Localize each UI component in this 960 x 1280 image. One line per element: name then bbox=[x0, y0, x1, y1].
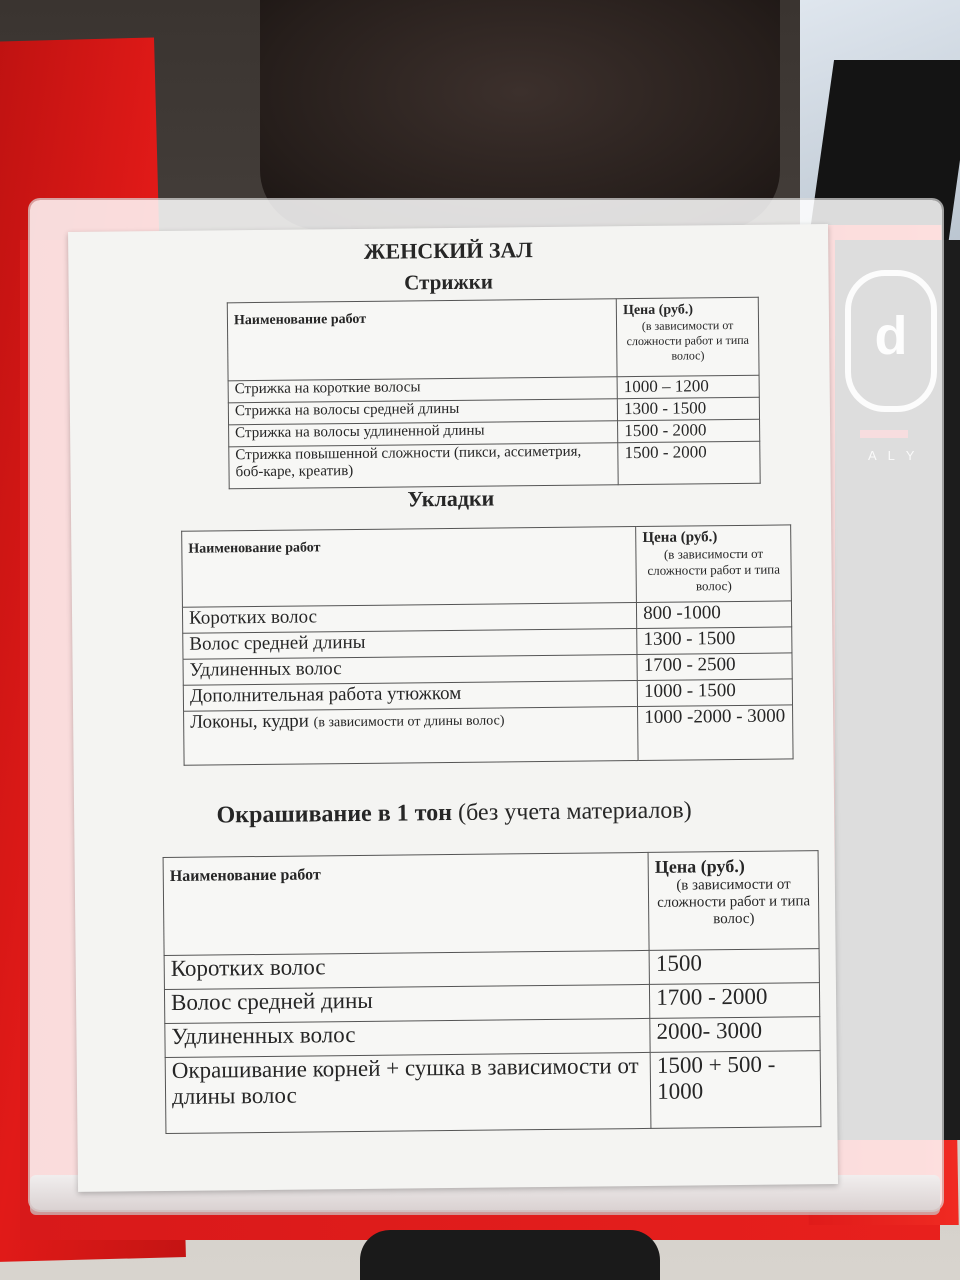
coloring-table bbox=[163, 850, 822, 1134]
row-name: Стрижка на волосы удлиненной длины bbox=[229, 421, 618, 447]
row-price: 1300 - 1500 bbox=[617, 397, 759, 420]
row-name: Стрижка на короткие волосы bbox=[228, 377, 617, 403]
row-name: Стрижка на волосы средней длины bbox=[228, 399, 617, 425]
section-title-note: (без учета материалов) bbox=[457, 797, 692, 826]
row-name: Окрашивание корней + сушка в зависимости от длины волос bbox=[165, 1052, 651, 1133]
section-title-haircuts bbox=[68, 266, 828, 299]
table-row bbox=[165, 1051, 821, 1134]
row-price: 800 -1000 bbox=[637, 601, 792, 629]
row-name: Волос средней дины bbox=[164, 984, 650, 1023]
table-row bbox=[229, 441, 760, 489]
row-name-text: Локоны, кудри bbox=[190, 710, 309, 733]
row-name: Дополнительная работа утюжком bbox=[183, 681, 637, 712]
header-price-note: (в зависимости от сложности работ и типа волос) bbox=[657, 876, 811, 928]
styling-table bbox=[181, 524, 793, 765]
header-price bbox=[616, 297, 759, 376]
row-name: Коротких волос bbox=[182, 603, 636, 634]
row-name: Волос средней длины bbox=[183, 629, 637, 660]
header-price bbox=[648, 851, 819, 951]
section-title-text: Стрижки bbox=[404, 269, 494, 295]
header-name: Наименование работ bbox=[163, 852, 649, 955]
header-name: Наименование работ bbox=[182, 527, 637, 608]
table-header bbox=[182, 525, 792, 607]
header-price-title: Цена (руб.) bbox=[654, 855, 745, 877]
row-price: 1700 - 2500 bbox=[637, 653, 792, 681]
header-name: Наименование работ bbox=[227, 299, 617, 381]
row-price: 1700 - 2000 bbox=[650, 983, 820, 1019]
header-price-note: (в зависимости от сложности работ и типа волос) bbox=[626, 318, 750, 363]
row-price: 1000 -2000 - 3000 bbox=[638, 705, 793, 761]
table-row bbox=[184, 705, 794, 765]
row-price: 1500 + 500 - 1000 bbox=[650, 1051, 821, 1129]
header-price-title: Цена (руб.) bbox=[622, 302, 694, 319]
section-title-coloring bbox=[74, 796, 834, 831]
row-price: 2000- 3000 bbox=[650, 1017, 820, 1053]
header-price bbox=[636, 525, 792, 603]
section-title-text: Окрашивание в 1 тон bbox=[216, 799, 453, 829]
row-name: Стрижка повышенной сложности (пикси, ассиметрия, боб-каре, креатив) bbox=[229, 443, 619, 489]
table-header bbox=[227, 297, 759, 381]
row-name: Коротких волос bbox=[164, 950, 650, 989]
row-name: Удлиненных волос bbox=[183, 655, 637, 686]
row-price: 1000 - 1500 bbox=[637, 679, 792, 707]
shoe bbox=[360, 1230, 660, 1280]
row-name bbox=[184, 707, 639, 766]
row-price: 1300 - 1500 bbox=[637, 627, 792, 655]
header-price-note: (в зависимости от сложности работ и типа волос) bbox=[647, 545, 781, 594]
row-price: 1500 - 2000 bbox=[618, 441, 760, 484]
section-title-styling bbox=[71, 482, 831, 516]
header-price-title: Цена (руб.) bbox=[642, 529, 718, 546]
price-list-sheet bbox=[68, 224, 838, 1192]
row-price: 1500 - 2000 bbox=[618, 419, 760, 442]
row-price: 1500 bbox=[649, 949, 819, 985]
row-name: Удлиненных волос bbox=[165, 1018, 651, 1057]
haircuts-table bbox=[227, 297, 761, 490]
row-price: 1000 – 1200 bbox=[617, 375, 759, 398]
row-name-note: (в зависимости от длины волос) bbox=[313, 713, 505, 731]
chair bbox=[260, 0, 780, 230]
table-header bbox=[163, 851, 819, 956]
page-title: ЖЕНСКИЙ ЗАЛ bbox=[363, 237, 533, 264]
section-title-text: Укладки bbox=[407, 485, 495, 512]
